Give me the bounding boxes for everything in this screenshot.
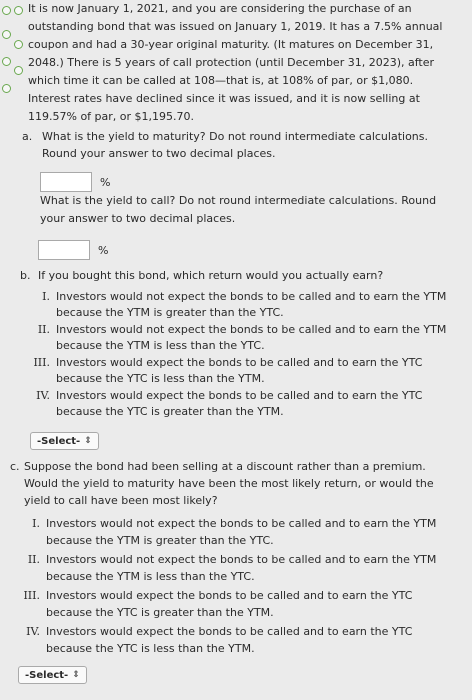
part-b <box>20 268 465 421</box>
part-b-option <box>20 355 465 388</box>
option-number: IV. <box>36 388 50 402</box>
ytc-question-line: What is the yield to call? Do not round intermediate calculations. Round <box>40 194 437 207</box>
option-number: II. <box>27 553 40 566</box>
part-c-option <box>10 623 465 657</box>
radio-button-4[interactable] <box>2 84 11 93</box>
option-text: because the YTM is less than the YTC. <box>46 570 255 583</box>
ytm-answer-row <box>40 172 462 192</box>
part-c-question-line: yield to call have been most likely? <box>24 494 218 507</box>
part-b-question: If you bought this bond, which return would you actually earn? <box>38 269 384 282</box>
intro-line: coupon and had a 30-year original maturity. (It matures on December 31, <box>28 38 434 51</box>
left-radio-rail <box>0 0 22 110</box>
option-number: II. <box>37 322 50 336</box>
ytm-answer-input[interactable] <box>40 172 92 192</box>
option-text: Investors would not expect the bonds to be called and to earn the YTM <box>56 322 447 336</box>
option-text: Investors would not expect the bonds to be called and to earn the YTM <box>56 289 447 303</box>
radio-button-1[interactable] <box>2 6 11 15</box>
option-number: I. <box>42 289 50 303</box>
option-text: Investors would not expect the bonds to be called and to earn the YTM <box>46 517 437 530</box>
part-c-option <box>10 515 465 549</box>
intro-line: It is now January 1, 2021, and you are considering the purchase of an <box>28 2 412 15</box>
option-text: Investors would expect the bonds to be called and to earn the YTC <box>56 388 423 402</box>
part-a-label: a. <box>22 130 33 143</box>
radio-button-3[interactable] <box>2 57 11 66</box>
option-text: because the YTC is less than the YTM. <box>56 372 265 385</box>
ytc-question <box>40 192 460 228</box>
part-c-select-dropdown[interactable] <box>18 666 87 684</box>
option-text: Investors would not expect the bonds to be called and to earn the YTM <box>46 553 437 566</box>
ytc-answer-row <box>38 240 108 260</box>
option-text: because the YTM is less than the YTC. <box>56 339 265 352</box>
option-text: because the YTM is greater than the YTC. <box>56 306 284 319</box>
part-b-label: b. <box>20 269 31 282</box>
radio-button-5[interactable] <box>14 6 23 15</box>
intro-line: which time it can be called at 108—that is, at 108% of par, or $1,080. <box>28 74 414 87</box>
option-number: IV. <box>26 625 40 638</box>
chevron-updown-icon: ⇕ <box>72 670 80 680</box>
ytc-percent-unit: % <box>98 243 109 257</box>
option-number: III. <box>23 589 40 602</box>
option-text: because the YTC is greater than the YTM. <box>56 405 284 418</box>
part-c-label: c. <box>10 460 20 473</box>
option-number: III. <box>33 355 50 369</box>
option-text: Investors would expect the bonds to be called and to earn the YTC <box>46 625 413 638</box>
option-text: because the YTM is greater than the YTC. <box>46 534 274 547</box>
part-a <box>22 128 462 192</box>
part-a-question: What is the yield to maturity? Do not round intermediate calculations. <box>42 130 428 143</box>
chevron-updown-icon: ⇕ <box>84 436 92 446</box>
part-c <box>10 458 465 657</box>
part-c-question-line: Suppose the bond had been selling at a discount rather than a premium. <box>24 460 426 473</box>
part-b-option <box>20 388 465 421</box>
ytc-answer-input[interactable] <box>38 240 90 260</box>
intro-line: 2048.) There is 5 years of call protection (until December 31, 2023), after <box>28 56 435 69</box>
intro-line: 119.57% of par, or $1,195.70. <box>28 110 195 123</box>
radio-button-6[interactable] <box>14 40 23 49</box>
problem-intro <box>28 0 458 126</box>
part-a-question-2: Round your answer to two decimal places. <box>42 147 276 160</box>
select-label: -Select- <box>25 669 69 681</box>
part-c-option <box>10 587 465 621</box>
option-text: because the YTC is greater than the YTM. <box>46 606 274 619</box>
part-c-option <box>10 551 465 585</box>
radio-button-7[interactable] <box>14 66 23 75</box>
part-c-question-line: Would the yield to maturity have been the most likely return, or would the <box>24 477 434 490</box>
part-b-option <box>20 322 465 355</box>
select-label: -Select- <box>37 435 81 447</box>
intro-line: Interest rates have declined since it was issued, and it is now selling at <box>28 92 420 105</box>
ytc-question-line: your answer to two decimal places. <box>40 212 236 225</box>
intro-line: outstanding bond that was issued on January 1, 2019. It has a 7.5% annual <box>28 20 443 33</box>
option-number: I. <box>32 517 40 530</box>
option-text: Investors would expect the bonds to be called and to earn the YTC <box>46 589 413 602</box>
ytm-percent-unit: % <box>100 175 111 189</box>
radio-button-2[interactable] <box>2 30 11 39</box>
option-text: Investors would expect the bonds to be called and to earn the YTC <box>56 355 423 369</box>
option-text: because the YTC is less than the YTM. <box>46 642 255 655</box>
part-b-option <box>20 289 465 322</box>
part-b-select-dropdown[interactable] <box>30 432 99 450</box>
